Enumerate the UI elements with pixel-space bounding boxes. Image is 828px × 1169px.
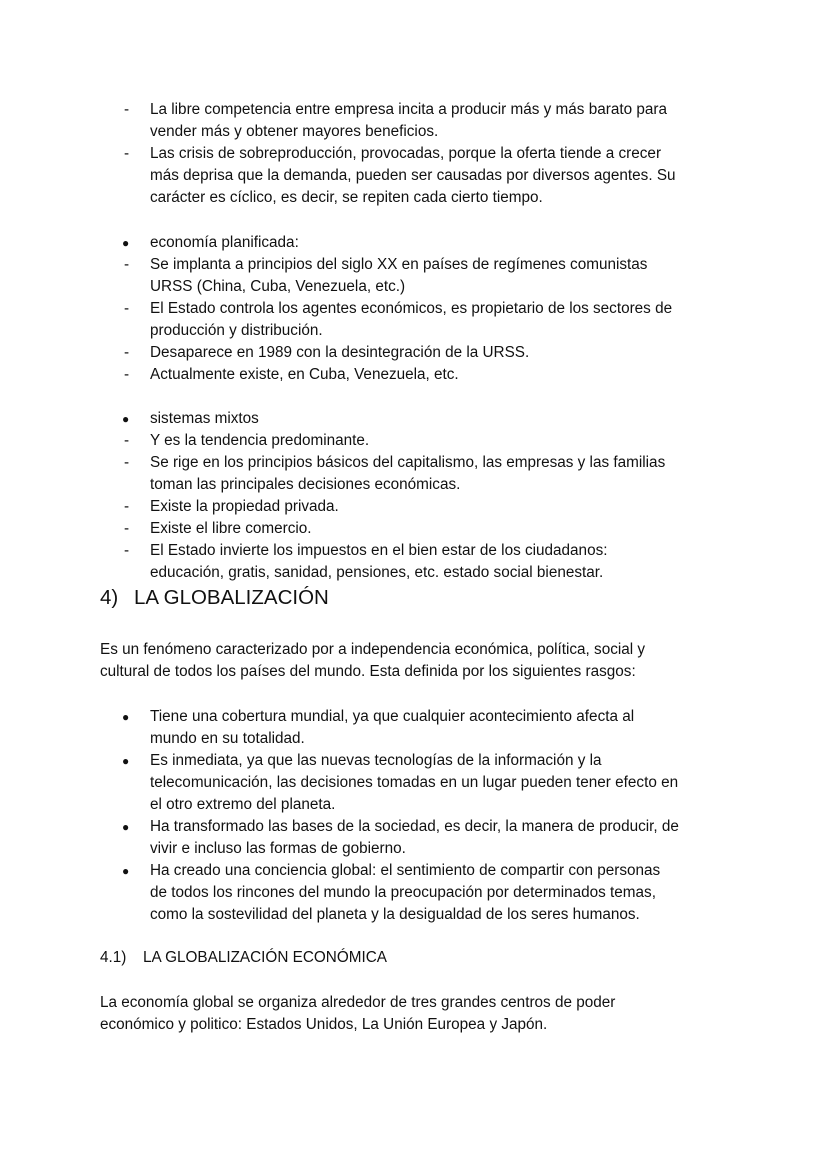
list-item-line: producción y distribución. [150, 322, 323, 339]
list-item-line: vivir e incluso las formas de gobierno. [150, 840, 406, 857]
list-item-line: Es inmediata, ya que las nuevas tecnologías de la información y la [150, 752, 602, 769]
list-dash-marker: - [124, 542, 130, 559]
list-item-line: Las crisis de sobreproducción, provocadas, porque la oferta tiende a crecer [150, 145, 662, 162]
list-item-line: el otro extremo del planeta. [150, 796, 336, 813]
bullet-dot-marker: ● [122, 236, 130, 250]
list-item-line: El Estado invierte los impuestos en el bien estar de los ciudadanos: [150, 542, 608, 559]
list-dash-marker: - [124, 520, 130, 537]
paragraph-line: Es un fenómeno caracterizado por a independencia económica, política, social y [100, 641, 646, 658]
list-item-line: Se rige en los principios básicos del capitalismo, las empresas y las familias [150, 454, 666, 471]
list-dash-marker: - [124, 256, 130, 273]
list-item-line: más deprisa que la demanda, pueden ser causadas por diversos agentes. Su [150, 167, 676, 184]
planned-economy-title: economía planificada: [150, 234, 299, 251]
section-4-1-number: 4.1) [100, 949, 127, 966]
list-dash-marker: - [124, 101, 130, 118]
list-dash-marker: - [124, 344, 130, 361]
list-item-line: URSS (China, Cuba, Venezuela, etc.) [150, 278, 406, 295]
list-dash-marker: - [124, 498, 130, 515]
list-dash-marker: - [124, 300, 130, 317]
list-item-line: Desaparece en 1989 con la desintegración de la URSS. [150, 344, 530, 361]
list-item-line: vender más y obtener mayores beneficios. [150, 123, 439, 140]
list-dash-marker: - [124, 432, 130, 449]
section-4-1-title: LA GLOBALIZACIÓN ECONÓMICA [143, 949, 387, 966]
list-item-line: Se implanta a principios del siglo XX en países de regímenes comunistas [150, 256, 648, 273]
section-4-1-heading [100, 947, 387, 969]
list-item-line: Ha transformado las bases de la sociedad, es decir, la manera de producir, de [150, 818, 679, 835]
list-item-line: carácter es cíclico, es decir, se repiten cada cierto tiempo. [150, 189, 543, 206]
list-item-line: mundo en su totalidad. [150, 730, 305, 747]
section-4-title: LA GLOBALIZACIÓN [134, 586, 329, 609]
bullet-dot-marker: ● [122, 754, 130, 768]
list-item-line: Actualmente existe, en Cuba, Venezuela, etc. [150, 366, 459, 383]
list-item-line: Existe el libre comercio. [150, 520, 312, 537]
bullet-dot-marker: ● [122, 820, 130, 834]
list-dash-marker: - [124, 366, 130, 383]
section-4-heading [100, 585, 329, 611]
paragraph-line: La economía global se organiza alrededor de tres grandes centros de poder [100, 994, 616, 1011]
list-item-line: de todos los rincones del mundo la preocupación por determinados temas, [150, 884, 656, 901]
list-item-line: Existe la propiedad privada. [150, 498, 339, 515]
bullet-dot-marker: ● [122, 710, 130, 724]
list-dash-marker: - [124, 454, 130, 471]
list-item-line: Tiene una cobertura mundial, ya que cualquier acontecimiento afecta al [150, 708, 635, 725]
mixed-systems-title: sistemas mixtos [150, 410, 259, 427]
list-item-line: telecomunicación, las decisiones tomadas en un lugar pueden tener efecto en [150, 774, 679, 791]
list-item-line: como la sostevilidad del planeta y la desigualdad de los seres humanos. [150, 906, 640, 923]
list-dash-marker: - [124, 145, 130, 162]
list-item-line: toman las principales decisiones económicas. [150, 476, 461, 493]
bullet-dot-marker: ● [122, 412, 130, 426]
list-item-line: educación, gratis, sanidad, pensiones, etc. estado social bienestar. [150, 564, 604, 581]
list-item-line: La libre competencia entre empresa incita a producir más y más barato para [150, 101, 667, 118]
list-item-line: Ha creado una conciencia global: el sentimiento de compartir con personas [150, 862, 661, 879]
paragraph-line: cultural de todos los países del mundo. Esta definida por los siguientes rasgos: [100, 663, 636, 680]
list-item-line: El Estado controla los agentes económicos, es propietario de los sectores de [150, 300, 673, 317]
section-4-number: 4) [100, 586, 119, 609]
paragraph-line: económico y politico: Estados Unidos, La Unión Europea y Japón. [100, 1016, 548, 1033]
list-item-line: Y es la tendencia predominante. [150, 432, 370, 449]
bullet-dot-marker: ● [122, 864, 130, 878]
